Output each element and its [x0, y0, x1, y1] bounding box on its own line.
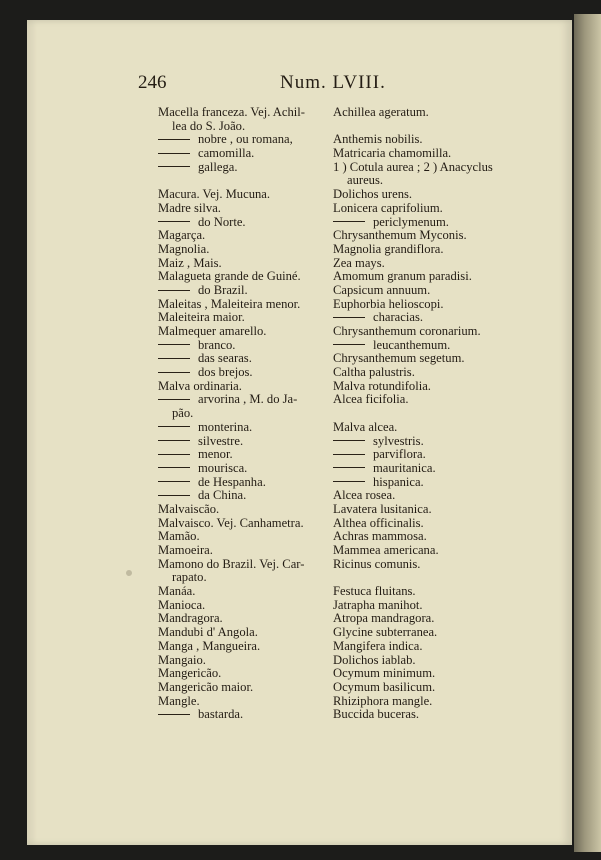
latin-name-entry: [333, 202, 528, 216]
latin-name-entry: [333, 503, 528, 517]
common-name-entry-text: lea do S. João.: [172, 118, 246, 133]
common-name-entry: [158, 147, 330, 161]
ditto-dash: [158, 467, 190, 468]
ditto-dash: [158, 426, 190, 427]
latin-name-entry: [333, 448, 528, 462]
latin-name-entry: [333, 435, 528, 449]
ditto-dash: [158, 139, 190, 140]
latin-name-entry: [333, 339, 528, 353]
adjacent-page-edge: [574, 14, 601, 852]
latin-name-entry: [333, 476, 528, 490]
common-name-entry: [158, 626, 330, 640]
common-name-entry-text: camomilla.: [198, 146, 255, 161]
common-name-entry-text: menor.: [198, 447, 233, 462]
latin-name-entry-text: Dolichos iablab.: [333, 652, 416, 667]
common-name-entry-text: da China.: [198, 488, 247, 503]
ditto-dash: [333, 221, 365, 222]
common-name-entry-text: das searas.: [198, 351, 252, 366]
latin-name-entry-text: Dolichos urens.: [333, 187, 413, 202]
latin-name-entry-text: Achillea ageratum.: [333, 105, 429, 119]
common-name-entry: [158, 462, 330, 476]
latin-name-entry-text: characias.: [373, 310, 423, 325]
ditto-dash: [158, 344, 190, 345]
latin-name-entry-text: Anthemis nobilis.: [333, 132, 423, 147]
latin-name-entry-text: Althea officinalis.: [333, 515, 424, 530]
common-name-entry: [158, 517, 330, 531]
common-name-entry: [158, 366, 330, 380]
common-name-entry-text: Magnolia.: [158, 241, 210, 256]
latin-name-entry-text: Atropa mandragora.: [333, 611, 435, 626]
common-name-entry: [158, 339, 330, 353]
latin-name-entry: [333, 558, 528, 572]
ditto-dash: [333, 344, 365, 345]
latin-name-entry-text: Mangifera indica.: [333, 638, 423, 653]
common-name-entry-text: Maiz , Mais.: [158, 255, 222, 270]
common-name-entry-text: de Hespanha.: [198, 474, 266, 489]
latin-name-entry-text: Malva rotundifolia.: [333, 378, 431, 393]
latin-name-entry: [333, 366, 528, 380]
ditto-dash: [333, 467, 365, 468]
latin-name-entry-text: Caltha palustris.: [333, 365, 415, 380]
common-name-entry: [158, 654, 330, 668]
latin-name-entry: [333, 517, 528, 531]
latin-name-entry-text: mauritanica.: [373, 460, 436, 475]
common-name-entry-text: dos brejos.: [198, 365, 253, 380]
latin-name-entry: [333, 270, 528, 284]
latin-name-entry: [333, 243, 528, 257]
latin-name-entry-text: Capsicum annuum.: [333, 282, 431, 297]
paper-stain: [126, 570, 132, 576]
latin-name-entry: [333, 147, 528, 161]
ditto-dash: [158, 153, 190, 154]
common-name-entry: [158, 599, 330, 613]
common-name-entry-text: Mangericão.: [158, 666, 222, 681]
entry-gap: [333, 120, 528, 134]
ditto-dash: [333, 317, 365, 318]
common-name-entry-text: Macella franceza. Vej. Achil-: [158, 105, 305, 119]
common-name-entry: [158, 202, 330, 216]
common-name-entry: [158, 161, 330, 175]
latin-name-entry-text: Amomum granum paradisi.: [333, 269, 472, 284]
common-name-entry-text: Malagueta grande de Guiné.: [158, 269, 301, 284]
latin-name-entry: [333, 612, 528, 626]
common-name-entry: [158, 352, 330, 366]
common-name-entry-text: Madre silva.: [158, 200, 221, 215]
common-name-entry: [158, 257, 330, 271]
latin-name-entry: [333, 462, 528, 476]
ditto-dash: [158, 714, 190, 715]
portuguese-names-column: [158, 106, 330, 722]
latin-name-entry-text: Malva alcea.: [333, 419, 398, 434]
latin-name-entry-text: Chrysanthemum coronarium.: [333, 324, 481, 338]
common-name-entry: [158, 229, 330, 243]
latin-name-entry-text: Alcea rosea.: [333, 488, 396, 503]
latin-name-entry-text: Buccida buceras.: [333, 707, 420, 722]
latin-name-entry-text: Euphorbia helioscopi.: [333, 296, 444, 311]
latin-name-entry-text: sylvestris.: [373, 433, 424, 448]
latin-name-entry: [333, 298, 528, 312]
latin-name-entry: [333, 708, 528, 722]
latin-name-entry-text: Lavatera lusitanica.: [333, 501, 432, 516]
latin-name-entry: [333, 174, 528, 188]
latin-name-entry-text: Ocymum basilicum.: [333, 679, 436, 694]
common-name-entry: [158, 489, 330, 503]
common-name-entry: [158, 612, 330, 626]
latin-name-entry-text: Ocymum minimum.: [333, 666, 436, 681]
common-name-entry: [158, 695, 330, 709]
latin-name-entry-text: Matricaria chamomilla.: [333, 146, 452, 161]
latin-name-entry: [333, 626, 528, 640]
latin-name-entry: [333, 106, 528, 120]
common-name-entry: [158, 243, 330, 257]
common-name-entry: [158, 476, 330, 490]
entry-gap: [158, 174, 330, 188]
latin-name-entry: [333, 216, 528, 230]
latin-name-entry: [333, 421, 528, 435]
common-name-entry-text: Mandubi d' Angola.: [158, 625, 258, 640]
common-name-entry-text: Mamono do Brazil. Vej. Car-: [158, 556, 305, 571]
latin-name-entry-text: Jatrapha manihot.: [333, 597, 423, 612]
entry-gap: [333, 571, 528, 585]
ditto-dash: [333, 440, 365, 441]
page-number: 246: [138, 72, 167, 93]
common-name-entry-text: Magarça.: [158, 228, 206, 243]
ditto-dash: [333, 454, 365, 455]
common-name-entry-text: do Norte.: [198, 214, 246, 229]
latin-name-entry: [333, 161, 528, 175]
common-name-entry-text: Mandragora.: [158, 611, 223, 626]
latin-name-entry: [333, 544, 528, 558]
latin-name-entry: [333, 599, 528, 613]
latin-name-entry-text: Ricinus comunis.: [333, 556, 421, 571]
common-name-entry: [158, 681, 330, 695]
latin-name-entry: [333, 325, 528, 339]
latin-name-entry: [333, 681, 528, 695]
common-name-entry-text: branco.: [198, 337, 236, 352]
common-name-entry: [158, 188, 330, 202]
latin-name-entry: [333, 352, 528, 366]
common-name-entry: [158, 106, 330, 120]
ditto-dash: [158, 440, 190, 441]
common-name-entry: [158, 120, 330, 134]
common-name-entry: [158, 311, 330, 325]
ditto-dash: [158, 372, 190, 373]
common-name-entry: [158, 571, 330, 585]
common-name-entry-text: mourisca.: [198, 460, 248, 475]
latin-name-entry-text: Rhiziphora mangle.: [333, 693, 433, 708]
latin-name-entry-text: 1 ) Cotula aurea ; 2 ) Anacyclus: [333, 159, 493, 174]
latin-name-entry-text: periclymenum.: [373, 214, 449, 229]
common-name-entry-text: Malmequer amarello.: [158, 324, 267, 338]
latin-name-entry: [333, 311, 528, 325]
common-name-entry-text: silvestre.: [198, 433, 244, 448]
latin-name-entry-text: parviflora.: [373, 447, 426, 462]
latin-name-entry-text: Festuca fluitans.: [333, 584, 416, 599]
common-name-entry: [158, 448, 330, 462]
common-name-entry-text: Mangle.: [158, 693, 200, 708]
latin-name-entry: [333, 393, 528, 407]
latin-name-entry-text: Mammea americana.: [333, 543, 439, 557]
common-name-entry: [158, 407, 330, 421]
latin-name-entry: [333, 380, 528, 394]
common-name-entry-text: Maleitas , Maleiteira menor.: [158, 296, 301, 311]
latin-name-entry-text: Alcea ficifolia.: [333, 392, 409, 407]
latin-name-entry: [333, 489, 528, 503]
latin-name-entry-text: aureus.: [347, 173, 384, 188]
ditto-dash: [158, 399, 190, 400]
common-name-entry-text: Macura. Vej. Mucuna.: [158, 187, 271, 202]
common-name-entry-text: Malvaisco. Vej. Canhametra.: [158, 515, 304, 530]
common-name-entry: [158, 325, 330, 339]
common-name-entry-text: Mamão.: [158, 529, 200, 544]
common-name-entry-text: do Brazil.: [198, 282, 248, 297]
latin-name-entry: [333, 229, 528, 243]
common-name-entry-text: Manga , Mangueira.: [158, 638, 261, 653]
common-name-entry: [158, 530, 330, 544]
common-name-entry-text: Malva ordinaria.: [158, 378, 242, 393]
common-name-entry: [158, 667, 330, 681]
common-name-entry: [158, 284, 330, 298]
ditto-dash: [158, 221, 190, 222]
latin-name-entry-text: Magnolia grandiflora.: [333, 241, 444, 256]
common-name-entry-text: Manioca.: [158, 597, 206, 612]
common-name-entry-text: Maleiteira maior.: [158, 310, 245, 325]
common-name-entry: [158, 216, 330, 230]
latin-name-entry-text: Chrysanthemum segetum.: [333, 351, 465, 366]
common-name-entry: [158, 544, 330, 558]
common-name-entry: [158, 640, 330, 654]
common-name-entry: [158, 708, 330, 722]
latin-name-entry: [333, 530, 528, 544]
common-name-entry: [158, 435, 330, 449]
ditto-dash: [158, 454, 190, 455]
latin-name-entry: [333, 640, 528, 654]
ditto-dash: [158, 358, 190, 359]
latin-names-column: [333, 106, 528, 722]
latin-name-entry: [333, 284, 528, 298]
ditto-dash: [158, 166, 190, 167]
common-name-entry: [158, 585, 330, 599]
common-name-entry-text: bastarda.: [198, 707, 244, 722]
entry-gap: [333, 407, 528, 421]
page-header: [0, 70, 601, 100]
common-name-entry-text: pão.: [172, 406, 194, 421]
latin-name-entry-text: Zea mays.: [333, 255, 385, 270]
latin-name-entry: [333, 257, 528, 271]
latin-name-entry-text: Achras mammosa.: [333, 529, 427, 544]
ditto-dash: [158, 495, 190, 496]
common-name-entry: [158, 558, 330, 572]
common-name-entry-text: Mangericão maior.: [158, 679, 254, 694]
common-name-entry-text: nobre , ou romana,: [198, 132, 293, 147]
common-name-entry-text: Malvaiscão.: [158, 501, 220, 516]
latin-name-entry: [333, 585, 528, 599]
common-name-entry-text: Mangaio.: [158, 652, 206, 667]
common-name-entry: [158, 298, 330, 312]
common-name-entry: [158, 503, 330, 517]
common-name-entry: [158, 421, 330, 435]
ditto-dash: [158, 481, 190, 482]
latin-name-entry-text: Chrysanthemum Myconis.: [333, 228, 467, 243]
common-name-entry-text: Manáa.: [158, 584, 196, 599]
latin-name-entry-text: leucanthemum.: [373, 337, 451, 352]
common-name-entry-text: arvorina , M. do Ja-: [198, 392, 298, 407]
common-name-entry: [158, 270, 330, 284]
common-name-entry-text: Mamoeira.: [158, 543, 213, 557]
ditto-dash: [333, 481, 365, 482]
common-name-entry: [158, 133, 330, 147]
common-name-entry-text: rapato.: [172, 570, 207, 585]
latin-name-entry-text: Glycine subterranea.: [333, 625, 438, 640]
latin-name-entry-text: hispanica.: [373, 474, 424, 489]
common-name-entry-text: monterina.: [198, 419, 253, 434]
latin-name-entry: [333, 188, 528, 202]
latin-name-entry: [333, 695, 528, 709]
common-name-entry: [158, 393, 330, 407]
latin-name-entry-text: Lonicera caprifolium.: [333, 200, 443, 215]
latin-name-entry: [333, 654, 528, 668]
latin-name-entry: [333, 133, 528, 147]
running-head: Num. LVIII.: [280, 72, 386, 93]
ditto-dash: [158, 290, 190, 291]
common-name-entry-text: gallega.: [198, 159, 238, 174]
latin-name-entry: [333, 667, 528, 681]
common-name-entry: [158, 380, 330, 394]
